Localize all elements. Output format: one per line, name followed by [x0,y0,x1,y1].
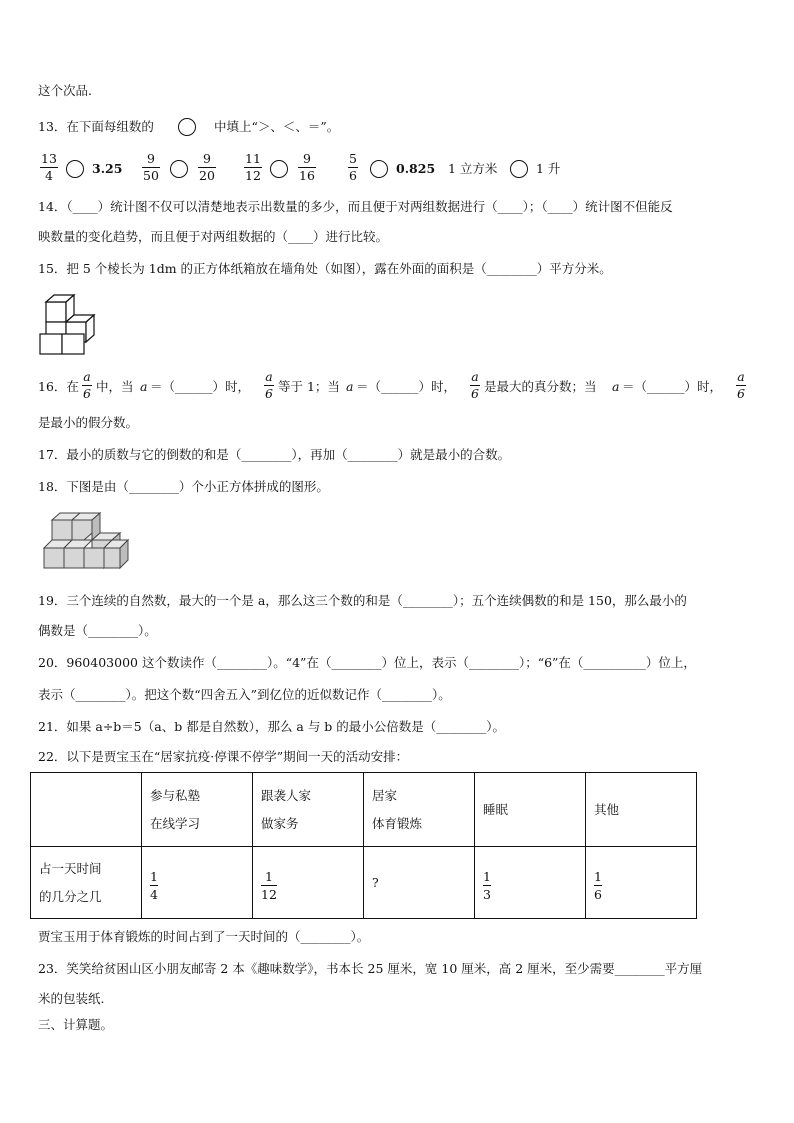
cell-exercise-unknown: ? [364,847,475,919]
q19-line2: 偶数是（________）。 [38,623,157,638]
compare-circle-1[interactable] [66,160,84,178]
q16-var-3: a [612,379,620,394]
header-cell-sleep: 睡眠 [475,773,586,847]
q13-value-3: 1 立方米 [448,161,498,176]
q16-line2: 是最小的假分数。 [38,415,139,430]
header-cell-study: 参与私塾 在线学习 [142,773,253,847]
header-cell-empty [31,773,142,847]
q13-frac-2: 9 50 [143,151,159,183]
q13-value-4: 1 升 [536,161,561,176]
q16-var-1: a [140,379,148,394]
q13-frac-5: 9 16 [299,151,315,183]
q15-text: 15．把 5 个棱长为 1dm 的正方体纸箱放在墙角处（如图），露在外面的面积是（________）平方分米。 [38,261,612,276]
q13-suffix: 中填上“＞、＜、＝”。 [214,119,340,134]
q22-after: 贾宝玉用于体育锻炼的时间占到了一天时间的（________）。 [38,929,370,944]
q17-text: 17．最小的质数与它的倒数的和是（________），再加（________）就是最小的合数。 [38,447,511,462]
q16-p6: 是最大的真分数；当 [484,379,597,394]
q14-line1: 14．（____）统计图不仅可以清楚地表示出数量的多少，而且便于对两组数据进行（____）；（____）统计图不但能反 [38,199,673,214]
q16-p2: 中，当 [96,379,134,394]
q16-p1: 16．在 [38,379,79,394]
compare-circle-5[interactable] [510,160,528,178]
q16-p4: 等于 1；当 [278,379,340,394]
cell-study-fraction: $\frac{1}{4}$ [142,847,253,919]
q16-frac-4: a 6 [737,369,745,401]
compare-circle-example [178,118,196,136]
q16-frac-2: a 6 [265,369,273,401]
q16-p3: ＝（______）时， [150,379,251,394]
q13-value-1: 3.25 [92,161,123,176]
table-header-row [31,773,697,847]
q13-value-2: 0.825 [396,161,436,176]
activity-table [30,772,697,919]
section-3-heading: 三、计算题。 [38,1017,114,1032]
q13-prefix: 13．在下面每组数的 [38,119,154,134]
q13-frac-4: 11 12 [245,151,261,183]
q13-frac-1: 13 4 [41,151,57,183]
header-cell-other: 其他 [586,773,697,847]
q16-frac-3: a 6 [471,369,479,401]
q21-text: 21．如果 a÷b＝5（a、b 都是自然数），那么 a 与 b 的最小公倍数是（________）。 [38,719,506,734]
q23-line1: 23．笑笑给贫困山区小朋友邮寄 2 本《趣味数学》，书本长 25 厘米，宽 10 厘米，高 2 厘米，至少需要________平方厘 [38,961,703,976]
compare-circle-2[interactable] [170,160,188,178]
header-cell-housework: 跟袭人家 做家务 [253,773,364,847]
cell-other-fraction: $\frac{1}{6}$ [586,847,697,919]
header-cell-exercise: 居家 体育锻炼 [364,773,475,847]
q18-text: 18．下图是由（________）个小正方体拼成的图形。 [38,479,329,494]
q16-p5: ＝（______）时， [356,379,457,394]
cubes-figure-q18 [40,510,132,574]
row-label: 占一天时间 的几分之几 [31,847,142,919]
q13-frac-3: 9 20 [199,151,215,183]
cell-housework-fraction: $\frac{1}{12}$ [253,847,364,919]
table-data-row [31,847,697,919]
cubes-figure-q15 [38,294,104,356]
q19-line1: 19．三个连续的自然数，最大的一个是 a，那么这三个数的和是（________）；五个连续偶数的和是 150，那么最小的 [38,593,687,608]
continuation-line: 这个次品. [38,83,92,98]
q14-line2: 映数量的变化趋势，而且便于对两组数据的（____）进行比较。 [38,229,389,244]
q20-line1: 20．960403000 这个数读作（________）。“4”在（________）位上，表示（________）；“6”在（__________）位上， [38,655,696,670]
compare-circle-3[interactable] [270,160,288,178]
compare-circle-4[interactable] [370,160,388,178]
q16-frac-1: a 6 [83,369,91,401]
q16-p7: ＝（______）时， [622,379,723,394]
q16-var-2: a [346,379,354,394]
q23-line2: 米的包装纸. [38,991,105,1006]
cell-sleep-fraction: $\frac{1}{3}$ [475,847,586,919]
q20-line2: 表示（________）。把这个数“四舍五入”到亿位的近似数记作（________）。 [38,687,451,702]
q22-text: 22．以下是贾宝玉在“居家抗疫·停课不停学”期间一天的活动安排： [38,749,409,764]
q13-frac-6: 5 6 [349,151,357,183]
